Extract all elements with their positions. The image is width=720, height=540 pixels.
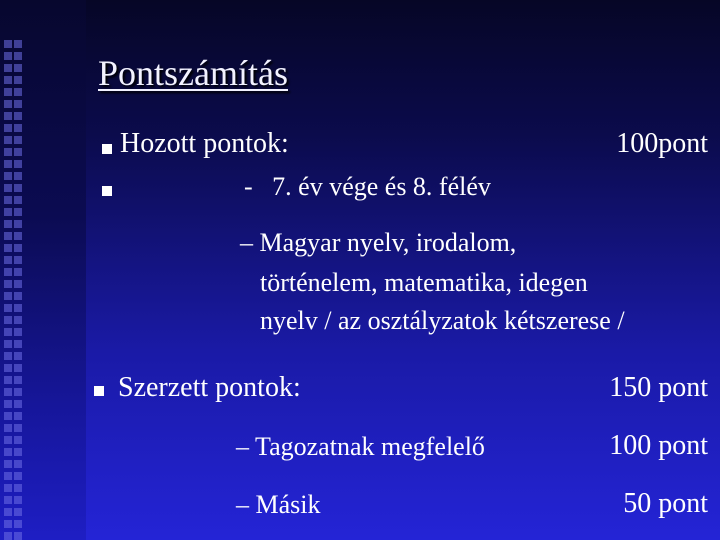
sub-line-2: történelem, matematika, idegen: [260, 268, 588, 297]
szerzett-label: Szerzett pontok:: [118, 372, 301, 403]
left-decorative-strip: [0, 0, 86, 540]
masik-value: 50 pont: [623, 488, 708, 519]
sub-line-1: – Magyar nyelv, irodalom,: [240, 228, 517, 257]
square-pattern: [4, 40, 22, 540]
tagozat-label: – Tagozatnak megfelelő: [236, 432, 485, 461]
tagozat-value: 100 pont: [609, 430, 708, 461]
szerzett-value: 150 pont: [609, 372, 708, 403]
bullet-square-icon: [102, 186, 112, 196]
ev-vege-line: - 7. év vége és 8. félév: [244, 172, 491, 201]
bullet-square-icon: [102, 144, 112, 154]
slide-title: Pontszámítás: [98, 53, 288, 93]
sub-line-3: nyelv / az osztályzatok kétszerese /: [260, 306, 625, 335]
hozott-value: 100pont: [616, 128, 708, 159]
hozott-label: Hozott pontok:: [120, 128, 289, 159]
masik-label: – Másik: [236, 490, 321, 519]
bullet-square-icon: [94, 386, 104, 396]
